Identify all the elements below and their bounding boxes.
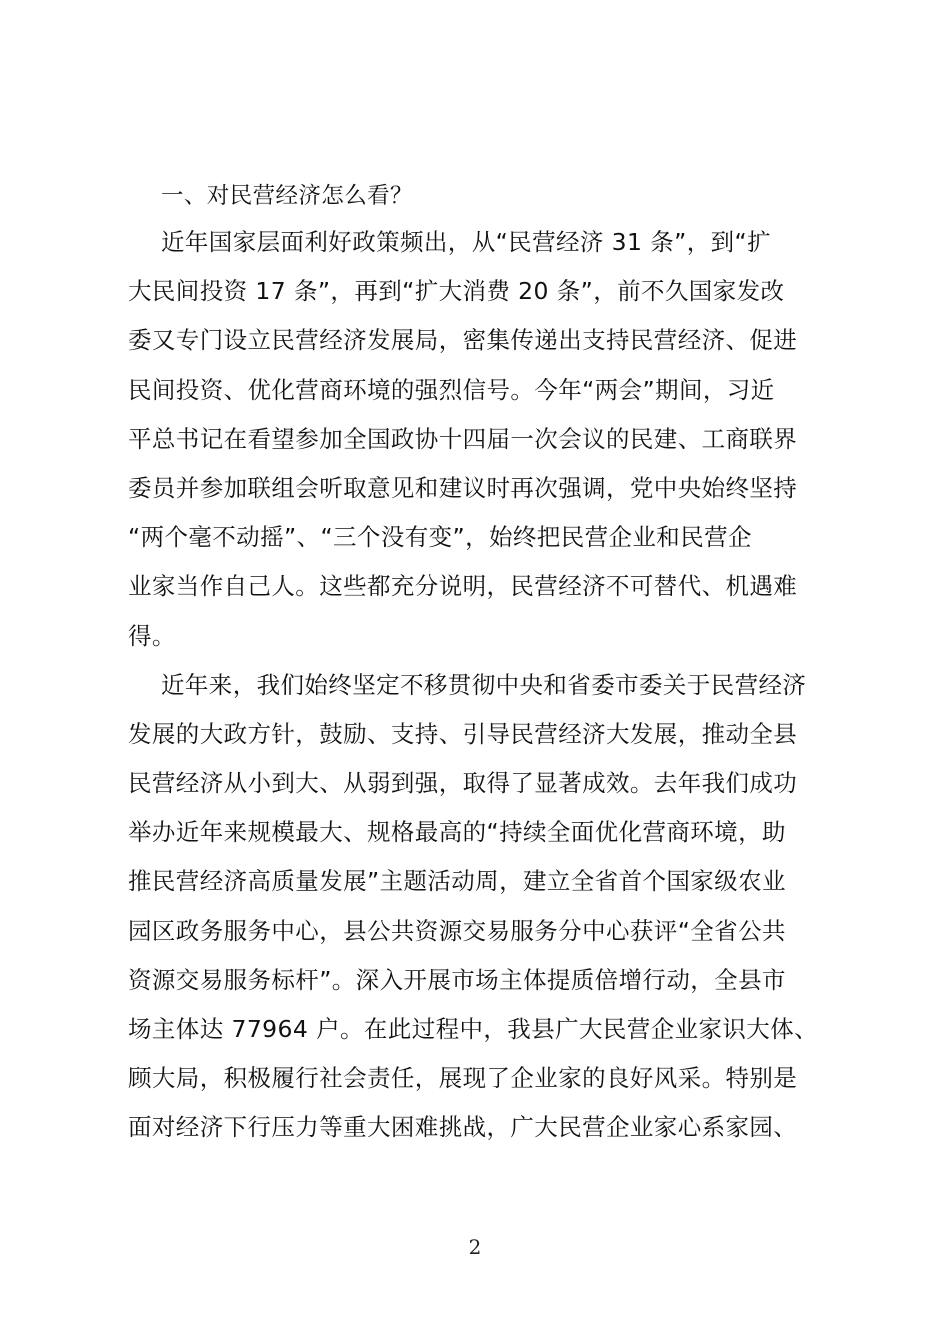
paragraph-line: 场主体达 77964 户。在此过程中，我县广大民营企业家识大体、	[128, 1015, 818, 1043]
paragraph-line: 大民间投资 17 条”，再到“扩大消费 20 条”，前不久国家发改	[128, 277, 785, 306]
document-body	[128, 175, 858, 1153]
paragraph-1	[128, 218, 858, 661]
paragraph-line: 委又专门设立民营经济发展局，密集传递出支持民营经济、促进	[128, 326, 798, 355]
paragraph-line: 近年来，我们始终坚定不移贯彻中央和省委市委关于民营经济	[161, 670, 807, 699]
paragraph-line: 委员并参加联组会听取意见和建议时再次强调，党中央始终坚持	[128, 473, 798, 502]
paragraph-line: 资源交易服务标杆”。深入开展市场主体提质倍增行动，全县市	[128, 965, 786, 994]
paragraph-line: 面对经济下行压力等重大困难挑战，广大民营企业家心系家园、	[128, 1113, 798, 1142]
paragraph-line: 举办近年来规模最大、规格最高的“持续全面优化营商环境，助	[128, 818, 786, 847]
paragraph-line: “两个毫不动摇”、“三个没有变”，始终把民营企业和民营企	[128, 523, 752, 552]
paragraph-line: 推民营经济高质量发展”主题活动周，建立全省首个国家级农业	[128, 867, 786, 896]
paragraph-line: 民间投资、优化营商环境的强烈信号。今年“两会”期间，习近	[128, 375, 775, 404]
page-number: 2	[468, 1235, 482, 1259]
paragraph-line: 民营经济从小到大、从弱到强，取得了显著成效。去年我们成功	[128, 769, 798, 798]
paragraph-line: 近年国家层面利好政策频出，从“民营经济 31 条”，到“扩	[161, 228, 771, 256]
paragraph-line: 发展的大政方针，鼓励、支持、引导民营经济大发展，推动全县	[128, 719, 798, 748]
section-heading: 一、对民营经济怎么看？	[161, 183, 413, 209]
paragraph-line: 得。	[128, 621, 176, 650]
paragraph-2	[128, 661, 858, 1153]
paragraph-line: 顾大局，积极履行社会责任，展现了企业家的良好风采。特别是	[128, 1064, 798, 1093]
paragraph-line: 园区政务服务中心，县公共资源交易服务分中心获评“全省公共	[128, 916, 786, 945]
paragraph-line: 业家当作自己人。这些都充分说明，民营经济不可替代、机遇难	[128, 572, 798, 601]
paragraph-line: 平总书记在看望参加全国政协十四届一次会议的民建、工商联界	[128, 424, 798, 453]
